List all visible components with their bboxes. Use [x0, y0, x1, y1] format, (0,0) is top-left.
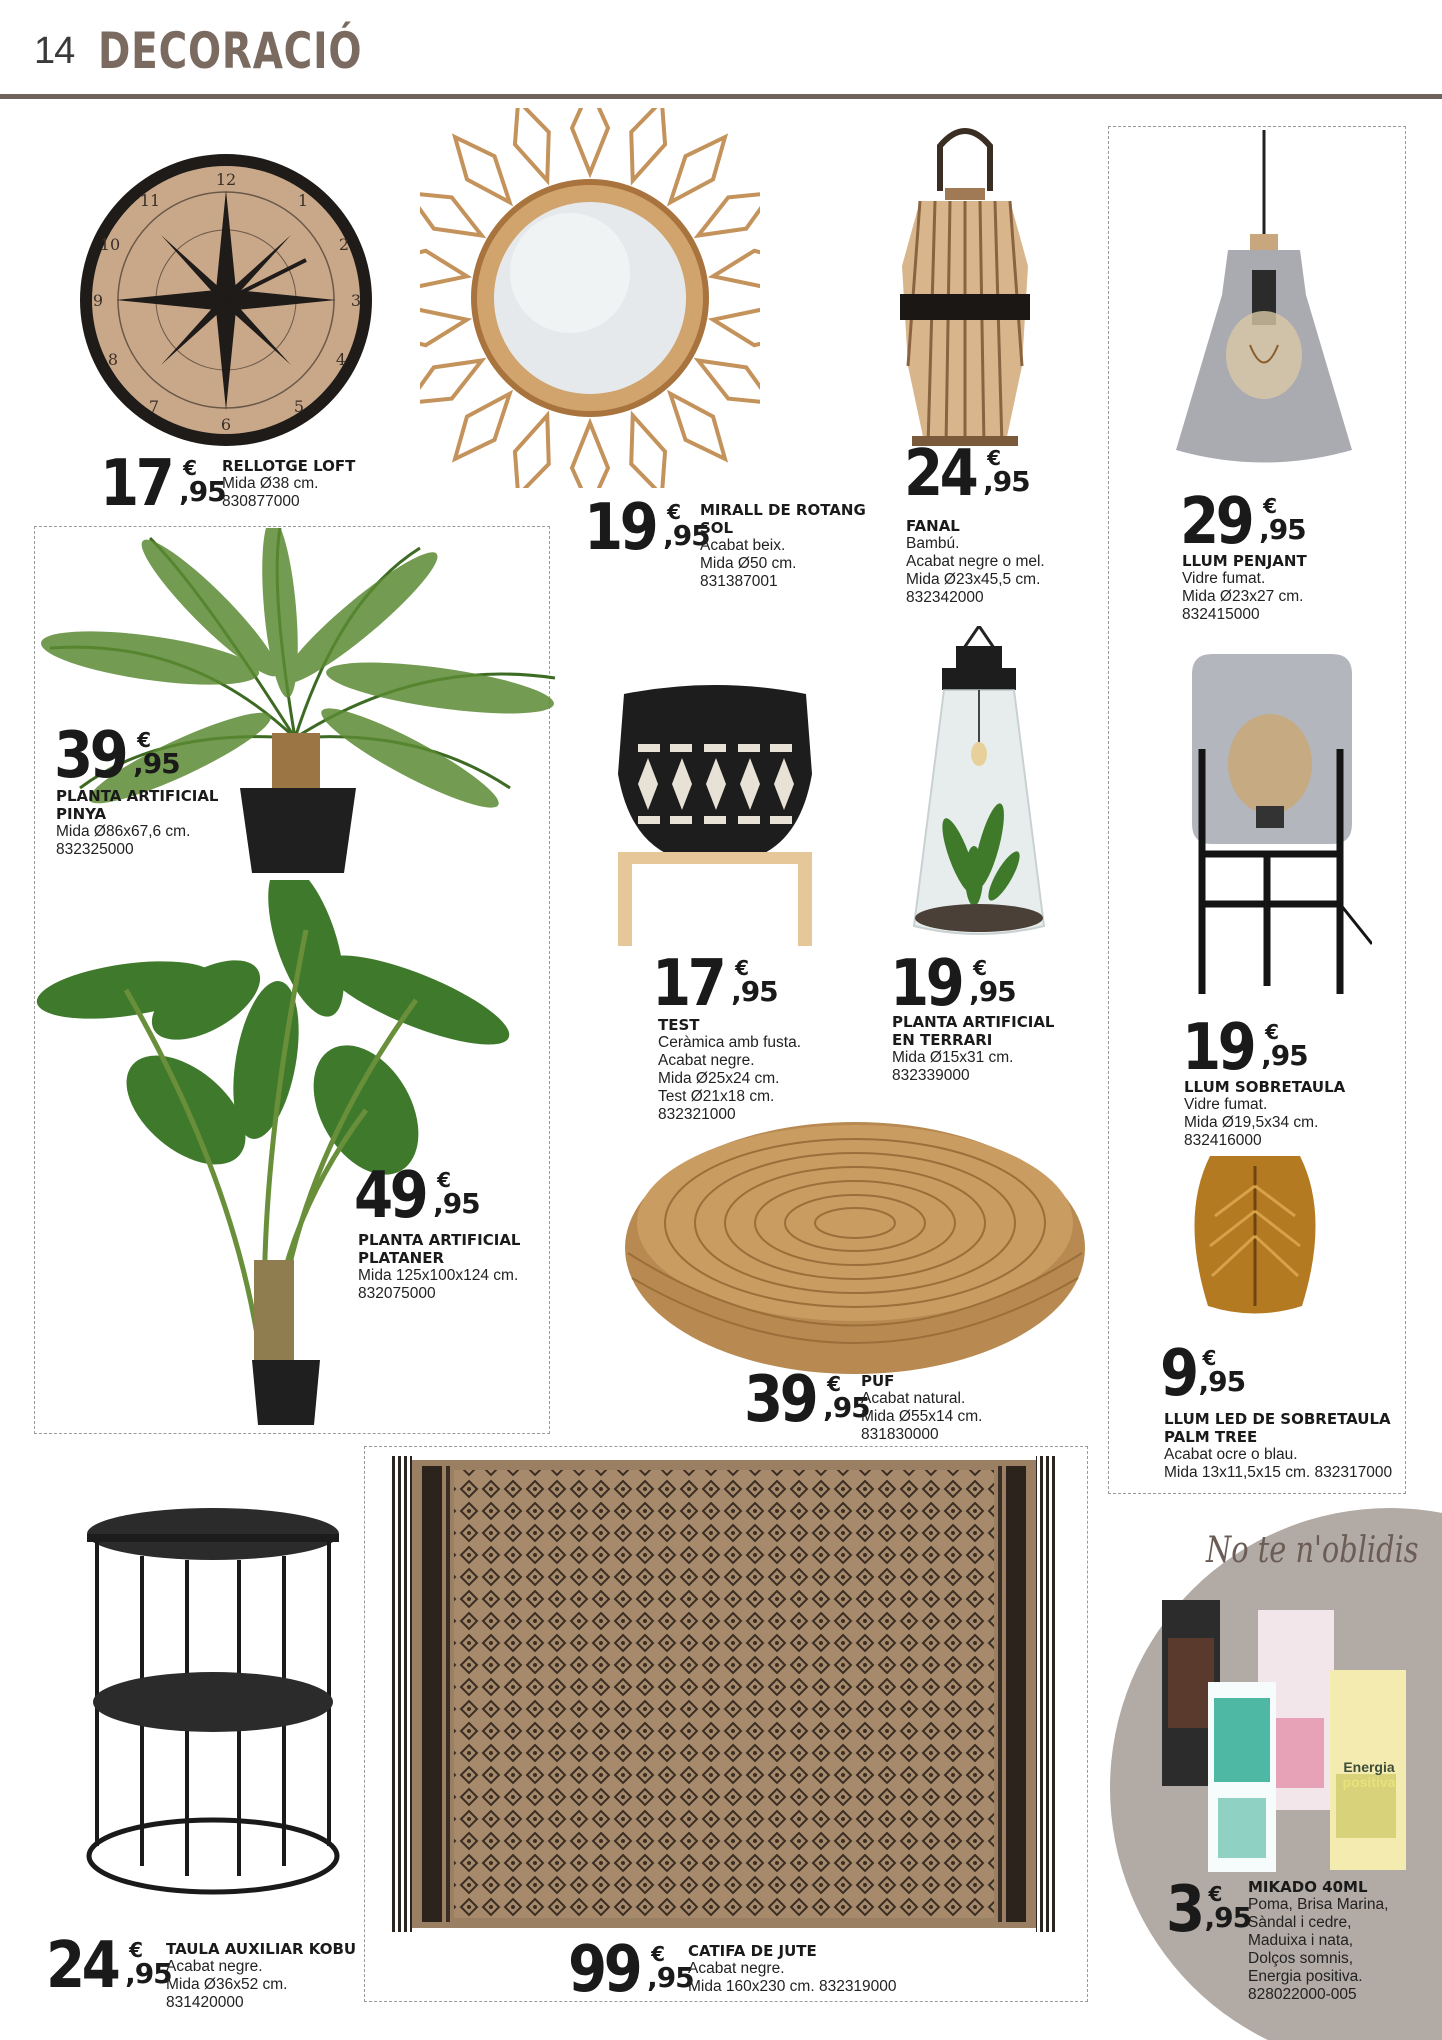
led-lamp-image: [1190, 1156, 1320, 1316]
price-pot: 17 € ,95: [652, 947, 778, 1021]
product-info-lantern: Bambú. Acabat negre o mel. Mida Ø23x45,5 cm. 832342000: [906, 535, 1045, 606]
price-cycas: 39 € ,95: [54, 719, 180, 793]
svg-text:7: 7: [148, 397, 160, 416]
price-banana: 49 € ,95: [354, 1159, 480, 1233]
product-name-tablelamp: LLUM SOBRETAULA: [1184, 1078, 1346, 1096]
price-clock: 17 € ,95: [100, 447, 226, 521]
product-info-pouf: Acabat natural. Mida Ø55x14 cm. 831830000: [861, 1390, 983, 1443]
product-info-mikado: Poma, Brisa Marina, Sàndal i cedre, Maduixa i nata, Dolços somnis, Energia positiva. 828022000-005: [1248, 1896, 1389, 2003]
side-table-image: [82, 1506, 344, 1900]
svg-text:11: 11: [139, 191, 161, 210]
sun-mirror-image: [420, 108, 760, 488]
bamboo-lantern-image: [890, 116, 1040, 446]
product-name-pouf: PUF: [861, 1372, 895, 1390]
product-name-terrarium: PLANTA ARTIFICIAL EN TERRARI: [892, 1013, 1055, 1049]
product-name-lantern: FANAL: [906, 517, 960, 535]
table-lamp-image: [1172, 654, 1372, 994]
svg-text:10: 10: [99, 235, 121, 254]
product-info-mirror: Acabat beix. Mida Ø50 cm. 831387001: [700, 537, 797, 590]
price-pouf: 39 € ,95: [744, 1363, 870, 1437]
wall-clock-image: [76, 150, 376, 450]
product-info-rug: Acabat negre. Mida 160x230 cm. 832319000: [688, 1960, 897, 1995]
jute-pouf-image: [622, 1108, 1088, 1378]
price-tablelamp: 19 € ,95: [1182, 1011, 1308, 1085]
product-name-mikado: MIKADO 40ML: [1248, 1878, 1368, 1896]
price-rug: 99 € ,95: [568, 1933, 694, 2007]
price-terrarium: 19 € ,95: [890, 947, 1016, 1021]
svg-text:1: 1: [297, 191, 309, 210]
ceramic-pot-image: [600, 684, 830, 946]
product-name-pendant: LLUM PENJANT: [1182, 552, 1307, 570]
product-info-pendant: Vidre fumat. Mida Ø23x27 cm. 832415000: [1182, 570, 1304, 623]
price-sidetable: 24 € ,95: [46, 1929, 172, 2003]
product-info-tablelamp: Vidre fumat. Mida Ø19,5x34 cm. 832416000: [1184, 1096, 1319, 1149]
product-info-cycas: Mida Ø86x67,6 cm. 832325000: [56, 823, 191, 858]
svg-text:2: 2: [338, 235, 350, 254]
price-lantern: 24 € ,95: [904, 437, 1030, 511]
price-mirror: 19 € ,95: [584, 491, 710, 565]
svg-text:8: 8: [107, 350, 119, 369]
page-number: 14: [34, 30, 75, 72]
mikado-diffusers-image: [1160, 1598, 1408, 1874]
product-name-rug: CATIFA DE JUTE: [688, 1942, 817, 1960]
product-name-cycas: PLANTA ARTIFICIAL PINYA: [56, 787, 219, 823]
product-info-terrarium: Mida Ø15x31 cm. 832339000: [892, 1049, 1014, 1084]
svg-text:4: 4: [335, 350, 347, 369]
banana-plant-image: [36, 880, 556, 1425]
product-name-ledlamp: LLUM LED DE SOBRETAULA PALM TREE: [1164, 1410, 1391, 1446]
svg-text:9: 9: [92, 291, 104, 310]
price-pendant: 29 € ,95: [1180, 485, 1306, 559]
product-name-clock: RELLOTGE LOFT: [222, 457, 356, 475]
promo-heading: No te n'oblidis: [1206, 1530, 1419, 1571]
svg-text:12: 12: [215, 170, 237, 189]
product-name-mirror: MIRALL DE ROTANG SOL: [700, 501, 866, 537]
product-info-ledlamp: Acabat ocre o blau. Mida 13x11,5x15 cm. 832317000: [1164, 1446, 1393, 1481]
header-rule: [0, 94, 1442, 99]
page-title: DECORACIÓ: [98, 22, 363, 80]
product-name-sidetable: TAULA AUXILIAR KOBU: [166, 1940, 357, 1958]
product-info-sidetable: Acabat negre. Mida Ø36x52 cm. 831420000: [166, 1958, 288, 2011]
svg-text:6: 6: [220, 415, 232, 434]
promo-pack-label: Energia positiva: [1342, 1759, 1396, 1790]
product-info-pot: Ceràmica amb fusta. Acabat negre. Mida Ø25x24 cm. Test Ø21x18 cm. 832321000: [658, 1034, 801, 1123]
jute-rug-image: [392, 1456, 1056, 1932]
price-ledlamp: 9 € ,95: [1160, 1337, 1246, 1411]
price-mikado: 3 € ,95: [1166, 1873, 1252, 1947]
svg-text:3: 3: [350, 291, 362, 310]
product-info-banana: Mida 125x100x124 cm. 832075000: [358, 1267, 519, 1302]
product-name-banana: PLANTA ARTIFICIAL PLATANER: [358, 1231, 521, 1267]
svg-text:5: 5: [293, 397, 305, 416]
product-info-clock: Mida Ø38 cm. 830877000: [222, 475, 319, 510]
pendant-lamp-image: [1166, 130, 1362, 470]
terrarium-image: [904, 626, 1054, 938]
product-name-pot: TEST: [658, 1016, 700, 1034]
